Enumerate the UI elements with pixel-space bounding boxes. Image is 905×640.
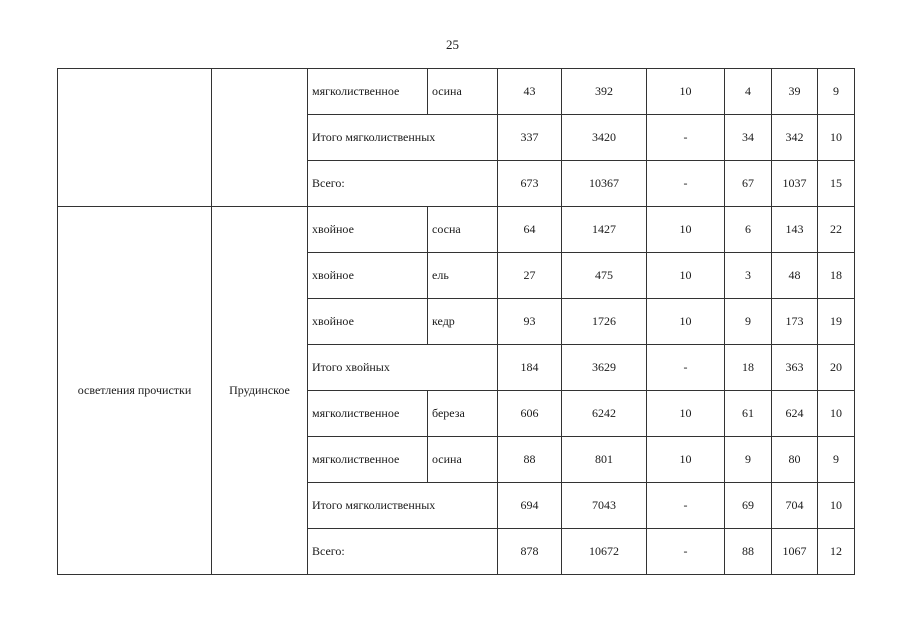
value-cell: 10 [647,299,725,345]
forestry-cell [212,69,308,207]
value-cell: 67 [725,161,772,207]
value-cell: 15 [818,161,855,207]
value-cell: 7043 [562,483,647,529]
value-cell: 10 [647,391,725,437]
value-cell: - [647,529,725,575]
value-cell: 4 [725,69,772,115]
value-cell: 18 [818,253,855,299]
value-cell: 878 [498,529,562,575]
cut-type-cell: осветления прочистки [58,207,212,575]
total-label: Всего: [308,161,498,207]
value-cell: 3629 [562,345,647,391]
value-cell: 9 [818,69,855,115]
value-cell: 64 [498,207,562,253]
value-cell: 93 [498,299,562,345]
value-cell: 69 [725,483,772,529]
value-cell: 10 [647,207,725,253]
value-cell: 624 [772,391,818,437]
value-cell: 173 [772,299,818,345]
value-cell: 10672 [562,529,647,575]
species-cell: ель [428,253,498,299]
total-label: Всего: [308,529,498,575]
value-cell: 6 [725,207,772,253]
value-cell: 27 [498,253,562,299]
subtotal-label: Итого мягколиственных [308,115,498,161]
farm-type-cell: мягколиственное [308,437,428,483]
value-cell: 1726 [562,299,647,345]
page-number: 25 [446,37,459,52]
value-cell: 184 [498,345,562,391]
value-cell: 10 [647,253,725,299]
value-cell: 475 [562,253,647,299]
value-cell: - [647,345,725,391]
species-cell: сосна [428,207,498,253]
farm-type-cell: хвойное [308,253,428,299]
table-row [58,207,855,253]
subtotal-label: Итого хвойных [308,345,498,391]
value-cell: 337 [498,115,562,161]
value-cell: 6242 [562,391,647,437]
value-cell: 1037 [772,161,818,207]
value-cell: 3420 [562,115,647,161]
value-cell: 10 [818,391,855,437]
value-cell: 9 [725,299,772,345]
forestry-cell: Прудинское [212,207,308,575]
value-cell: 342 [772,115,818,161]
value-cell: 10 [818,115,855,161]
value-cell: 22 [818,207,855,253]
value-cell: 48 [772,253,818,299]
value-cell: 801 [562,437,647,483]
farm-type-cell: мягколиственное [308,69,428,115]
forestry-table [57,68,855,575]
value-cell: 10 [818,483,855,529]
table-row [58,69,855,115]
value-cell: 9 [818,437,855,483]
value-cell: 673 [498,161,562,207]
value-cell: 10 [647,69,725,115]
value-cell: 88 [725,529,772,575]
value-cell: 392 [562,69,647,115]
value-cell: 1067 [772,529,818,575]
species-cell: кедр [428,299,498,345]
value-cell: 694 [498,483,562,529]
value-cell: 12 [818,529,855,575]
species-cell: осина [428,437,498,483]
subtotal-label: Итого мягколиственных [308,483,498,529]
value-cell: 363 [772,345,818,391]
value-cell: 606 [498,391,562,437]
value-cell: 88 [498,437,562,483]
value-cell: 18 [725,345,772,391]
farm-type-cell: хвойное [308,299,428,345]
value-cell: - [647,115,725,161]
species-cell: осина [428,69,498,115]
value-cell: - [647,161,725,207]
species-cell: береза [428,391,498,437]
farm-type-cell: мягколиственное [308,391,428,437]
value-cell: 20 [818,345,855,391]
value-cell: 9 [725,437,772,483]
value-cell: 19 [818,299,855,345]
value-cell: 39 [772,69,818,115]
value-cell: 10367 [562,161,647,207]
value-cell: 3 [725,253,772,299]
value-cell: 43 [498,69,562,115]
value-cell: 61 [725,391,772,437]
value-cell: 34 [725,115,772,161]
value-cell: 10 [647,437,725,483]
farm-type-cell: хвойное [308,207,428,253]
value-cell: 80 [772,437,818,483]
cut-type-cell [58,69,212,207]
value-cell: 1427 [562,207,647,253]
value-cell: 704 [772,483,818,529]
value-cell: 143 [772,207,818,253]
value-cell: - [647,483,725,529]
